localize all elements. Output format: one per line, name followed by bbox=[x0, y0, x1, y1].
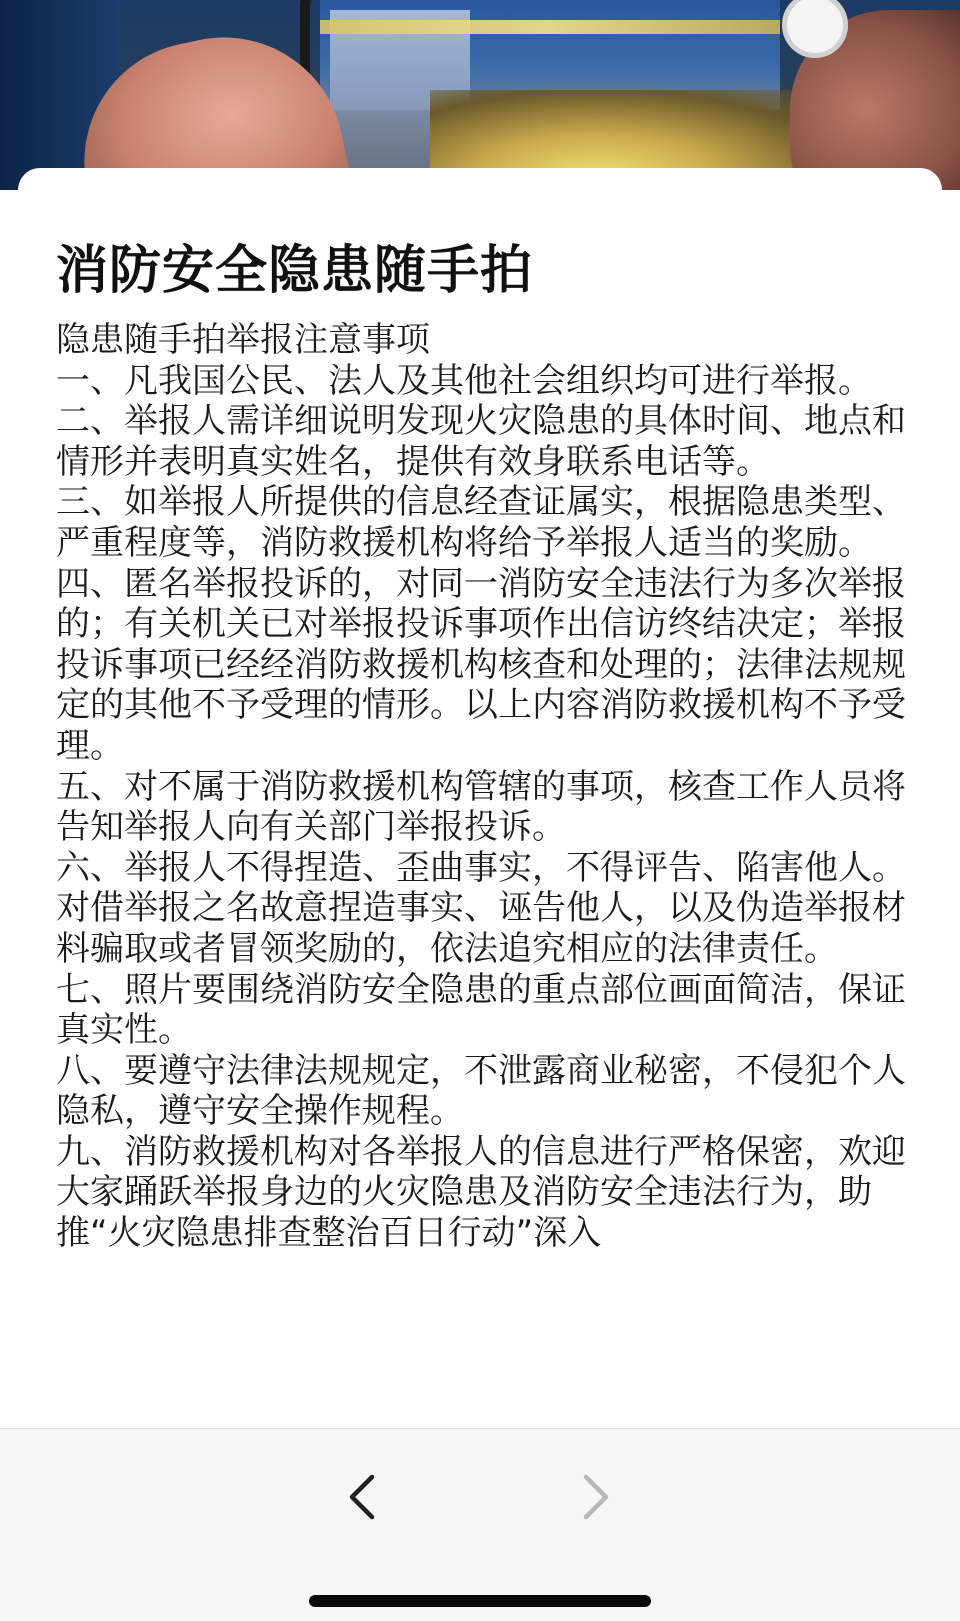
page-title: 消防安全隐患随手拍 bbox=[56, 241, 534, 301]
chevron-right-icon bbox=[576, 1471, 616, 1523]
article-paragraph: 六、举报人不得捏造、歪曲事实，不得评告、陷害他人。对借举报之名故意捏造事实、诬告他人，以及伪造举报材料骗取或者冒领奖励的，依法追究相应的法律责任。 bbox=[56, 847, 906, 969]
article-paragraph: 九、消防救援机构对各举报人的信息进行严格保密，欢迎大家踊跃举报身边的火灾隐患及消防安全违法行为，助推“火灾隐患排查整治百日行动”深入 bbox=[56, 1131, 906, 1254]
article-paragraph: 七、照片要围绕消防安全隐患的重点部位画面简洁，保证真实性。 bbox=[56, 969, 906, 1051]
header-photo bbox=[0, 0, 960, 190]
home-indicator[interactable] bbox=[309, 1595, 651, 1607]
article-paragraph: 隐患随手拍举报注意事项 bbox=[56, 320, 430, 360]
forward-button[interactable] bbox=[566, 1467, 626, 1527]
browser-nav-bar bbox=[0, 1428, 960, 1621]
article-paragraph: 三、如举报人所提供的信息经查证属实，根据隐患类型、严重程度等，消防救援机构将给予举报人适当的奖励。 bbox=[56, 482, 906, 563]
article-paragraph: 五、对不属于消防救援机构管辖的事项，核查工作人员将告知举报人向有关部门举报投诉。 bbox=[56, 766, 906, 848]
article-card bbox=[18, 168, 942, 1428]
article-body bbox=[56, 320, 906, 1254]
article-paragraph: 二、举报人需详细说明发现火灾隐患的具体时间、地点和情形并表明真实姓名，提供有效身联系电话等。 bbox=[56, 401, 906, 482]
article-paragraph: 八、要遵守法律法规规定，不泄露商业秘密，不侵犯个人隐私，遵守安全操作规程。 bbox=[56, 1050, 906, 1132]
chevron-left-icon bbox=[342, 1471, 382, 1523]
article-paragraph: 四、匿名举报投诉的，对同一消防安全违法行为多次举报的；有关机关已对举报投诉事项作出信访终结决定；举报投诉事项已经经消防救援机构核查和处理的；法律法规规定的其他不予受理的情形。以上内容消防救援机构不予受理。 bbox=[56, 563, 906, 766]
back-button[interactable] bbox=[332, 1467, 392, 1527]
article-paragraph: 一、凡我国公民、法人及其他社会组织均可进行举报。 bbox=[56, 360, 872, 401]
